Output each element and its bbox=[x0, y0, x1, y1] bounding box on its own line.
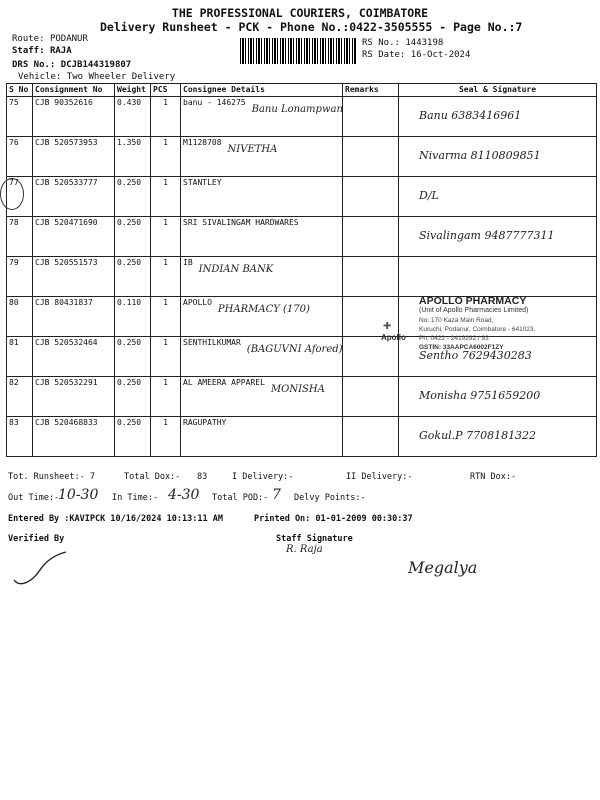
cell-sno bbox=[7, 377, 33, 417]
cell-sno-text: 75 bbox=[9, 98, 19, 107]
cell-weight-text: 0.430 bbox=[117, 98, 142, 107]
cell-sno-text: 76 bbox=[9, 138, 19, 147]
cell-sig bbox=[399, 177, 597, 217]
cell-remarks bbox=[343, 177, 399, 217]
cell-sno bbox=[7, 217, 33, 257]
cell-consignee-text: STANTLEY bbox=[183, 178, 222, 187]
cell-weight-text: 0.250 bbox=[117, 218, 142, 227]
apollo-logo-icon: ✚ bbox=[383, 317, 392, 333]
staff-signature: Staff Signature bbox=[276, 534, 353, 544]
stamp-line3: Kuruchi, Podanur, Coimbatore - 641023. bbox=[419, 326, 536, 333]
cell-pcs-text: 1 bbox=[163, 418, 168, 427]
cell-consignee bbox=[181, 177, 343, 217]
cell-pcs-text: 1 bbox=[163, 98, 168, 107]
cell-pcs bbox=[151, 337, 181, 377]
col-remarks: Remarks bbox=[343, 84, 399, 97]
handwritten-note: MONISHA bbox=[270, 384, 325, 395]
cell-sig bbox=[399, 417, 597, 457]
handwritten-signature: Gokul.P 7708181322 bbox=[419, 429, 537, 442]
cell-pcs bbox=[151, 217, 181, 257]
cell-consignment bbox=[33, 337, 115, 377]
col-pcs: PCS bbox=[151, 84, 181, 97]
route-value: PODANUR bbox=[49, 34, 88, 44]
cell-consignment bbox=[33, 217, 115, 257]
company-title: THE PROFESSIONAL COURIERS, COIMBATORE bbox=[171, 6, 429, 20]
cell-consignee-text: APOLLO bbox=[183, 298, 212, 307]
cell-remarks bbox=[343, 377, 399, 417]
vehicle-label: Vehicle: bbox=[18, 72, 62, 82]
handwritten-signature: Sentho 7629430283 bbox=[419, 349, 532, 362]
cell-consignee bbox=[181, 217, 343, 257]
stamp-line4: Ph: 0422 - 2419292 / 93 bbox=[419, 335, 489, 342]
drs-value: DCJB144319807 bbox=[60, 60, 132, 70]
total-dox-label: Total Dox:- bbox=[124, 472, 181, 482]
verified-by: Verified By bbox=[8, 534, 65, 544]
stamp-name: APOLLO PHARMACY bbox=[419, 295, 527, 307]
cell-sno-text: 83 bbox=[9, 418, 19, 427]
cell-consignee bbox=[181, 377, 343, 417]
handwritten-signature: Monisha 9751659200 bbox=[419, 389, 541, 402]
verified-signature-icon bbox=[10, 548, 70, 588]
cell-sno-text: 78 bbox=[9, 218, 19, 227]
cell-sno bbox=[7, 97, 33, 137]
handwritten-note: INDIAN BANK bbox=[198, 264, 274, 275]
cell-pcs-text: 1 bbox=[163, 298, 168, 307]
apollo-logo-text: Apollo bbox=[381, 333, 406, 342]
cell-consignment bbox=[33, 177, 115, 217]
table-row bbox=[7, 217, 597, 257]
cell-remarks bbox=[343, 97, 399, 137]
cell-pcs bbox=[151, 417, 181, 457]
cell-remarks bbox=[343, 217, 399, 257]
table-header-row bbox=[7, 84, 597, 97]
staff-signature-hand: R. Raja bbox=[286, 544, 323, 555]
vehicle-field bbox=[18, 72, 175, 82]
cell-consignment bbox=[33, 297, 115, 337]
in-time-value: 4-30 bbox=[168, 487, 200, 503]
cell-weight-text: 1.350 bbox=[117, 138, 142, 147]
col-signature: Seal & Signature bbox=[399, 84, 597, 97]
ii-delivery: II Delivery:- bbox=[346, 472, 413, 482]
cell-pcs bbox=[151, 177, 181, 217]
rs-date-label: RS Date: bbox=[362, 50, 406, 60]
cell-sno bbox=[7, 297, 33, 337]
cell-consignment-text: CJB 520573953 bbox=[35, 138, 98, 147]
cell-consignee-text: M1128708 bbox=[183, 138, 222, 147]
route-field bbox=[12, 34, 88, 44]
cell-sno-text: 81 bbox=[9, 338, 19, 347]
cell-consignment bbox=[33, 137, 115, 177]
circle-mark bbox=[0, 178, 24, 210]
tot-runsheet: Tot. Runsheet:- 7 bbox=[8, 472, 95, 482]
rs-no-value: 1443198 bbox=[405, 38, 444, 48]
cell-sno-text: 80 bbox=[9, 298, 19, 307]
cell-weight bbox=[115, 417, 151, 457]
col-consignee: Consignee Details bbox=[181, 84, 343, 97]
cell-pcs bbox=[151, 377, 181, 417]
cell-consignee-text: AL AMEERA APPAREL bbox=[183, 378, 265, 387]
handwritten-note: PHARMACY (170) bbox=[217, 304, 310, 315]
entered-by: Entered By :KAVIPCK 10/16/2024 10:13:11 AM bbox=[8, 514, 223, 524]
megalya-signature: Megalya bbox=[408, 558, 478, 577]
cell-weight-text: 0.250 bbox=[117, 338, 142, 347]
rs-date-value: 16-Oct-2024 bbox=[410, 50, 471, 60]
cell-sno bbox=[7, 137, 33, 177]
cell-consignee-text: SENTHILKUMAR bbox=[183, 338, 241, 347]
cell-consignment bbox=[33, 97, 115, 137]
cell-pcs-text: 1 bbox=[163, 178, 168, 187]
cell-consignee-text: IB bbox=[183, 258, 193, 267]
in-time-label: In Time:- bbox=[112, 493, 159, 503]
cell-consignee-text: RAGUPATHY bbox=[183, 418, 227, 427]
cell-pcs bbox=[151, 297, 181, 337]
staff-value: RAJA bbox=[49, 46, 72, 56]
cell-consignment bbox=[33, 417, 115, 457]
i-delivery: I Delivery:- bbox=[232, 472, 294, 482]
rs-no-label: RS No.: bbox=[362, 38, 400, 48]
cell-sno bbox=[7, 257, 33, 297]
cell-remarks bbox=[343, 257, 399, 297]
cell-sig bbox=[399, 217, 597, 257]
barcode bbox=[240, 38, 357, 64]
cell-pcs-text: 1 bbox=[163, 338, 168, 347]
printed-on: Printed On: 01-01-2009 00:30:37 bbox=[254, 514, 413, 524]
cell-weight bbox=[115, 377, 151, 417]
cell-pcs-text: 1 bbox=[163, 378, 168, 387]
table-row bbox=[7, 97, 597, 137]
table-row bbox=[7, 257, 597, 297]
staff-label: Staff: bbox=[12, 46, 45, 56]
cell-pcs-text: 1 bbox=[163, 138, 168, 147]
vehicle-value: Two Wheeler Delivery bbox=[66, 72, 176, 82]
delvy-points: Delvy Points:- bbox=[294, 493, 366, 503]
cell-weight bbox=[115, 337, 151, 377]
cell-consignment-text: CJB 520533777 bbox=[35, 178, 98, 187]
cell-pcs bbox=[151, 257, 181, 297]
cell-weight-text: 0.250 bbox=[117, 378, 142, 387]
cell-consignment-text: CJB 520532291 bbox=[35, 378, 98, 387]
cell-consignment bbox=[33, 257, 115, 297]
route-label: Route: bbox=[12, 34, 45, 44]
out-time-label: Out Time:- bbox=[8, 493, 60, 503]
col-weight: Weight bbox=[115, 84, 151, 97]
cell-weight bbox=[115, 137, 151, 177]
cell-sno bbox=[7, 337, 33, 377]
handwritten-signature: D/L bbox=[419, 189, 439, 202]
cell-sno-text: 79 bbox=[9, 258, 19, 267]
cell-sig bbox=[399, 257, 597, 297]
handwritten-note: (BAGUVNI Afored) bbox=[246, 344, 343, 355]
cell-consignment-text: CJB 90352616 bbox=[35, 98, 93, 107]
cell-consignee bbox=[181, 297, 343, 337]
rs-no-field bbox=[362, 38, 443, 48]
cell-remarks bbox=[343, 337, 399, 377]
cell-sno-text: 77 bbox=[9, 178, 19, 187]
cell-consignee bbox=[181, 257, 343, 297]
cell-remarks bbox=[343, 137, 399, 177]
col-sno: S No bbox=[7, 84, 33, 97]
cell-sig bbox=[399, 97, 597, 137]
cell-consignee-text: SRI SIVALINGAM HARDWARES bbox=[183, 218, 299, 227]
handwritten-note: Banu Lonampwan bbox=[251, 104, 343, 115]
stamp-line2: No: 170 Kaza Main Road, bbox=[419, 317, 494, 324]
stamp-line5: GSTIN: 33AAPCA6002F1ZY bbox=[419, 344, 504, 351]
total-pod-label: Total POD:- bbox=[212, 493, 269, 503]
cell-weight bbox=[115, 177, 151, 217]
cell-consignee bbox=[181, 137, 343, 177]
col-consignment: Consignment No bbox=[33, 84, 115, 97]
runsheet-title: Delivery Runsheet - PCK - Phone No.:0422-3505555 - Page No.:7 bbox=[100, 20, 523, 34]
cell-weight-text: 0.250 bbox=[117, 178, 142, 187]
cell-weight bbox=[115, 297, 151, 337]
cell-consignment-text: CJB 520471690 bbox=[35, 218, 98, 227]
table-row bbox=[7, 177, 597, 217]
cell-consignment-text: CJB 80431837 bbox=[35, 298, 93, 307]
handwritten-signature: Sivalingam 9487777311 bbox=[419, 229, 555, 242]
cell-sig bbox=[399, 377, 597, 417]
cell-weight bbox=[115, 217, 151, 257]
cell-consignee-text: banu - 146275 bbox=[183, 98, 246, 107]
cell-pcs bbox=[151, 97, 181, 137]
cell-consignment bbox=[33, 377, 115, 417]
rs-date-field bbox=[362, 50, 470, 60]
out-time-value: 10-30 bbox=[58, 487, 99, 503]
cell-sig bbox=[399, 137, 597, 177]
cell-weight-text: 0.110 bbox=[117, 298, 142, 307]
cell-consignee bbox=[181, 97, 343, 137]
cell-sno-text: 82 bbox=[9, 378, 19, 387]
cell-pcs bbox=[151, 137, 181, 177]
stamp-line1: (Unit of Apollo Pharmacies Limited) bbox=[419, 307, 529, 314]
cell-pcs-text: 1 bbox=[163, 258, 168, 267]
cell-weight bbox=[115, 97, 151, 137]
apollo-stamp bbox=[381, 295, 545, 355]
handwritten-signature: Banu 6383416961 bbox=[419, 109, 522, 122]
runsheet-table bbox=[6, 83, 597, 457]
cell-consignment-text: CJB 520551573 bbox=[35, 258, 98, 267]
drs-field bbox=[12, 60, 131, 70]
cell-weight bbox=[115, 257, 151, 297]
table-row bbox=[7, 137, 597, 177]
total-pod-value: 7 bbox=[272, 487, 281, 503]
rtn-dox: RTN Dox:- bbox=[470, 472, 517, 482]
cell-consignee bbox=[181, 417, 343, 457]
cell-weight-text: 0.250 bbox=[117, 418, 142, 427]
staff-field bbox=[12, 46, 72, 56]
cell-consignee bbox=[181, 337, 343, 377]
cell-consignment-text: CJB 520468833 bbox=[35, 418, 98, 427]
cell-sno bbox=[7, 417, 33, 457]
cell-remarks bbox=[343, 417, 399, 457]
table-row bbox=[7, 417, 597, 457]
cell-consignment-text: CJB 520532464 bbox=[35, 338, 98, 347]
cell-weight-text: 0.250 bbox=[117, 258, 142, 267]
drs-label: DRS No.: bbox=[12, 60, 56, 70]
handwritten-note: NIVETHA bbox=[227, 144, 278, 155]
total-dox-value: 83 bbox=[197, 472, 208, 482]
handwritten-signature: Nivarma 8110809851 bbox=[419, 149, 541, 162]
table-row bbox=[7, 377, 597, 417]
cell-pcs-text: 1 bbox=[163, 218, 168, 227]
